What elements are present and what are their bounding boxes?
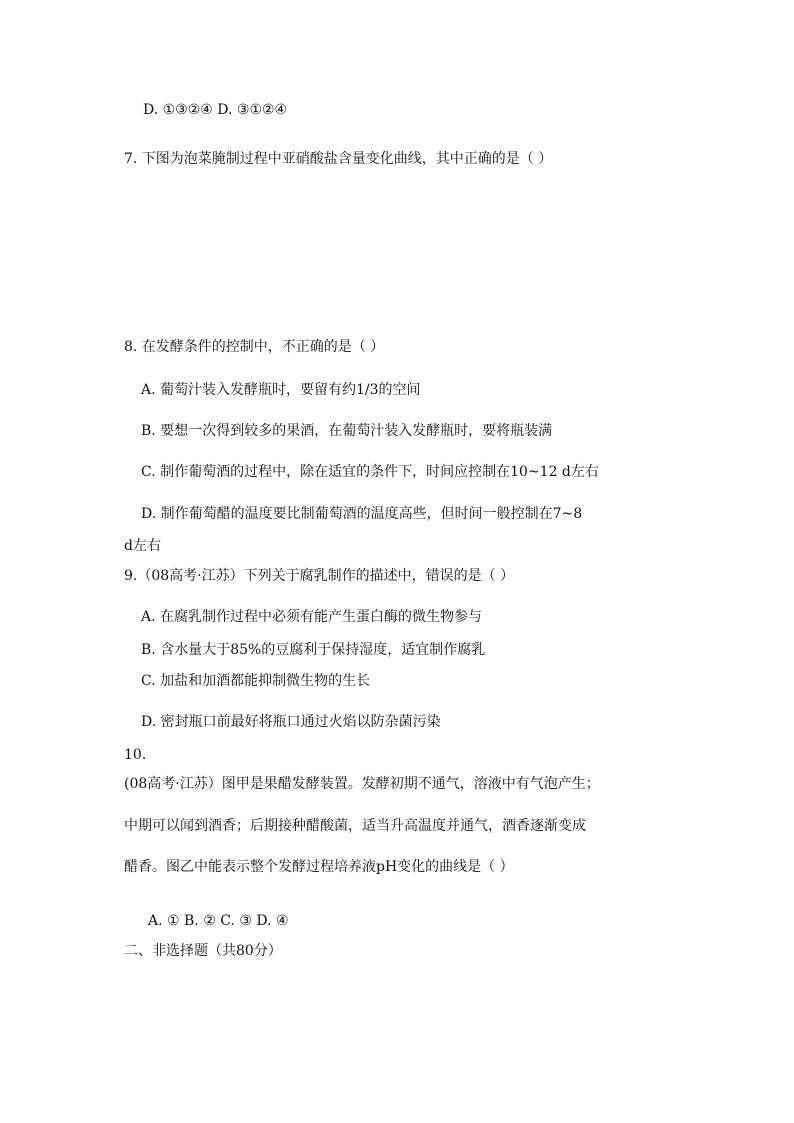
q8-stem: 8. 在发酵条件的控制中，不正确的是（ ） — [124, 339, 385, 355]
q8-option-d-continued: d左右 — [124, 538, 161, 554]
q8-option-c: C. 制作葡萄酒的过程中，除在适宜的条件下，时间应控制在10~12 d左右 — [141, 464, 599, 480]
q10-stem-line-3: 醋香。图乙中能表示整个发酵过程培养液pH变化的曲线是（ ） — [124, 859, 514, 875]
q9-option-b: B. 含水量大于85%的豆腐利于保持湿度，适宜制作腐乳 — [141, 642, 486, 658]
q8-option-a: A. 葡萄汁装入发酵瓶时，要留有约1/3的空间 — [141, 382, 421, 398]
q9-option-c: C. 加盐和加酒都能抑制微生物的生长 — [141, 673, 371, 689]
q10-number: 10. — [124, 747, 147, 763]
q8-option-b: B. 要想一次得到较多的果酒，在葡萄汁装入发酵瓶时，要将瓶装满 — [141, 423, 553, 439]
q10-stem-line-1: (08高考·江苏）图甲是果醋发酵装置。发酵初期不通气，溶液中有气泡产生； — [124, 776, 600, 792]
q7-stem: 7. 下图为泡菜腌制过程中亚硝酸盐含量变化曲线，其中正确的是（ ） — [124, 151, 553, 167]
section-heading-non-choice: 二、非选择题（共80分） — [124, 943, 282, 959]
q10-options: A. ① B. ② C. ③ D. ④ — [148, 913, 289, 929]
q9-stem: 9.（08高考·江苏）下列关于腐乳制作的描述中，错误的是（ ） — [124, 568, 515, 584]
q10-stem-line-2: 中期可以闻到酒香；后期接种醋酸菌，适当升高温度并通气，酒香逐渐变成 — [124, 818, 586, 834]
q8-option-d: D. 制作葡萄醋的温度要比制葡萄酒的温度高些，但时间一般控制在7~8 — [141, 506, 583, 522]
q6-option-d-line: D. ①③②④ D. ③①②④ — [143, 102, 288, 118]
q9-option-a: A. 在腐乳制作过程中必须有能产生蛋白酶的微生物参与 — [141, 609, 483, 625]
q9-option-d: D. 密封瓶口前最好将瓶口通过火焰以防杂菌污染 — [141, 714, 441, 730]
